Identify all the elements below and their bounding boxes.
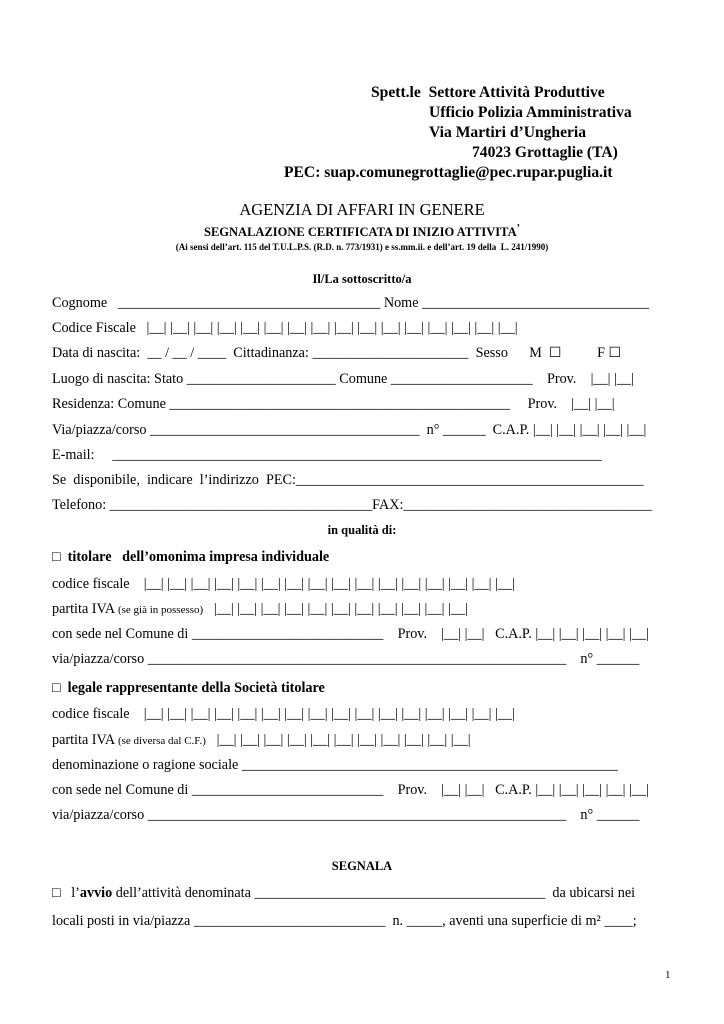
section-heading-undersigned: Il/La sottoscritto/a [312,272,412,286]
option-titolare[interactable]: □ titolare dell’omonima impresa individuale [52,549,330,565]
piva2-note: (se diversa dal C.F.) [117,735,206,747]
section-heading-role: in qualità di: [327,523,397,537]
field-via-piazza[interactable]: Via/piazza/corso ______________________________________ n° ______ C.A.P. |__| |__| |__| |__| |__| [52,422,647,438]
field-email[interactable]: E-mail: _____________________________________________________________________ [52,447,602,463]
field-locali[interactable]: locali posti in via/piazza ___________________________ n. _____, aventi una superficie di m² ____; [52,913,637,929]
field-cognome-nome[interactable]: Cognome _____________________________________ Nome ________________________________ [52,295,650,311]
field-societa-sede[interactable]: con sede nel Comune di ___________________________ Prov. |__| |__| C.A.P. |__| |__| |__| |__| |__| [52,782,649,798]
recipient-line-1: Spett.le Settore Attività Produttive [371,84,605,101]
recipient-line-4: 74023 Grottaglie (TA) [472,144,618,161]
avvio-prefix: □ l’ [52,885,80,901]
field-titolare-sede[interactable]: con sede nel Comune di ___________________________ Prov. |__| |__| C.A.P. |__| |__| |__| |__| |__| [52,626,649,642]
section-heading-segnala: SEGNALA [331,859,393,873]
piva-label: partita IVA [52,601,118,617]
field-titolare-codice-fiscale[interactable]: codice fiscale |__| |__| |__| |__| |__| |__| |__| |__| |__| |__| |__| |__| |__| |__| |__| |__| [52,576,515,592]
field-residenza[interactable]: Residenza: Comune ________________________________________________ Prov. |__| |__| [52,396,615,412]
field-data-nascita[interactable]: Data di nascita: __ / __ / ____ Cittadinanza: ______________________ Sesso M ☐ F ☐ [52,345,622,361]
option-avvio[interactable] [52,884,635,902]
page-number: 1 [665,969,671,981]
piva2-boxes[interactable]: |__| |__| |__| |__| |__| |__| |__| |__| |__| |__| |__| [205,732,471,748]
field-societa-via[interactable]: via/piazza/corso ___________________________________________________________ n° ______ [52,807,640,823]
field-societa-codice-fiscale[interactable]: codice fiscale |__| |__| |__| |__| |__| |__| |__| |__| |__| |__| |__| |__| |__| |__| |__| |__| [52,706,515,722]
recipient-pec: PEC: suap.comunegrottaglie@pec.rupar.puglia.it [284,164,613,181]
field-denominazione[interactable]: denominazione o ragione sociale _____________________________________________________ [52,757,618,773]
document-title: AGENZIA DI AFFARI IN GENERE [239,200,485,219]
subtitle-mark: ’ [516,223,520,234]
piva-boxes[interactable]: |__| |__| |__| |__| |__| |__| |__| |__| |__| |__| |__| [203,601,468,617]
field-codice-fiscale[interactable]: Codice Fiscale |__| |__| |__| |__| |__| |__| |__| |__| |__| |__| |__| |__| |__| |__| |__| |__| [52,320,518,336]
avvio-bold: avvio [79,885,113,901]
recipient-line-3: Via Martiri d’Ungheria [429,124,587,141]
field-pec[interactable]: Se disponibile, indicare l’indirizzo PEC:_________________________________________________ [52,472,644,488]
field-telefono-fax[interactable]: Telefono: _____________________________________FAX:___________________________________ [52,497,652,513]
avvio-text[interactable]: dell’attività denominata _________________________________________ da ubicarsi nei [112,885,636,901]
field-luogo-nascita[interactable]: Luogo di nascita: Stato _____________________ Comune ____________________ Prov. |__| |__| [52,371,634,387]
piva2-label: partita IVA [52,732,118,748]
piva-note: (se già in possesso) [117,604,204,616]
recipient-line-2: Ufficio Polizia Amministrativa [429,104,632,121]
option-legale-rappresentante[interactable]: □ legale rappresentante della Società titolare [52,680,325,696]
field-titolare-partita-iva[interactable] [52,600,468,619]
field-titolare-via[interactable]: via/piazza/corso ___________________________________________________________ n° ______ [52,651,640,667]
subtitle-text: SEGNALAZIONE CERTIFICATA DI INIZIO ATTIVITA [204,225,517,240]
legal-reference-note: (Ai sensi dell’art. 115 del T.U.L.P.S. (R.D. n. 773/1931) e ss.mm.ii. e dell’art. 19 della L. 241/1990) [175,242,549,252]
field-societa-partita-iva[interactable] [52,731,471,750]
